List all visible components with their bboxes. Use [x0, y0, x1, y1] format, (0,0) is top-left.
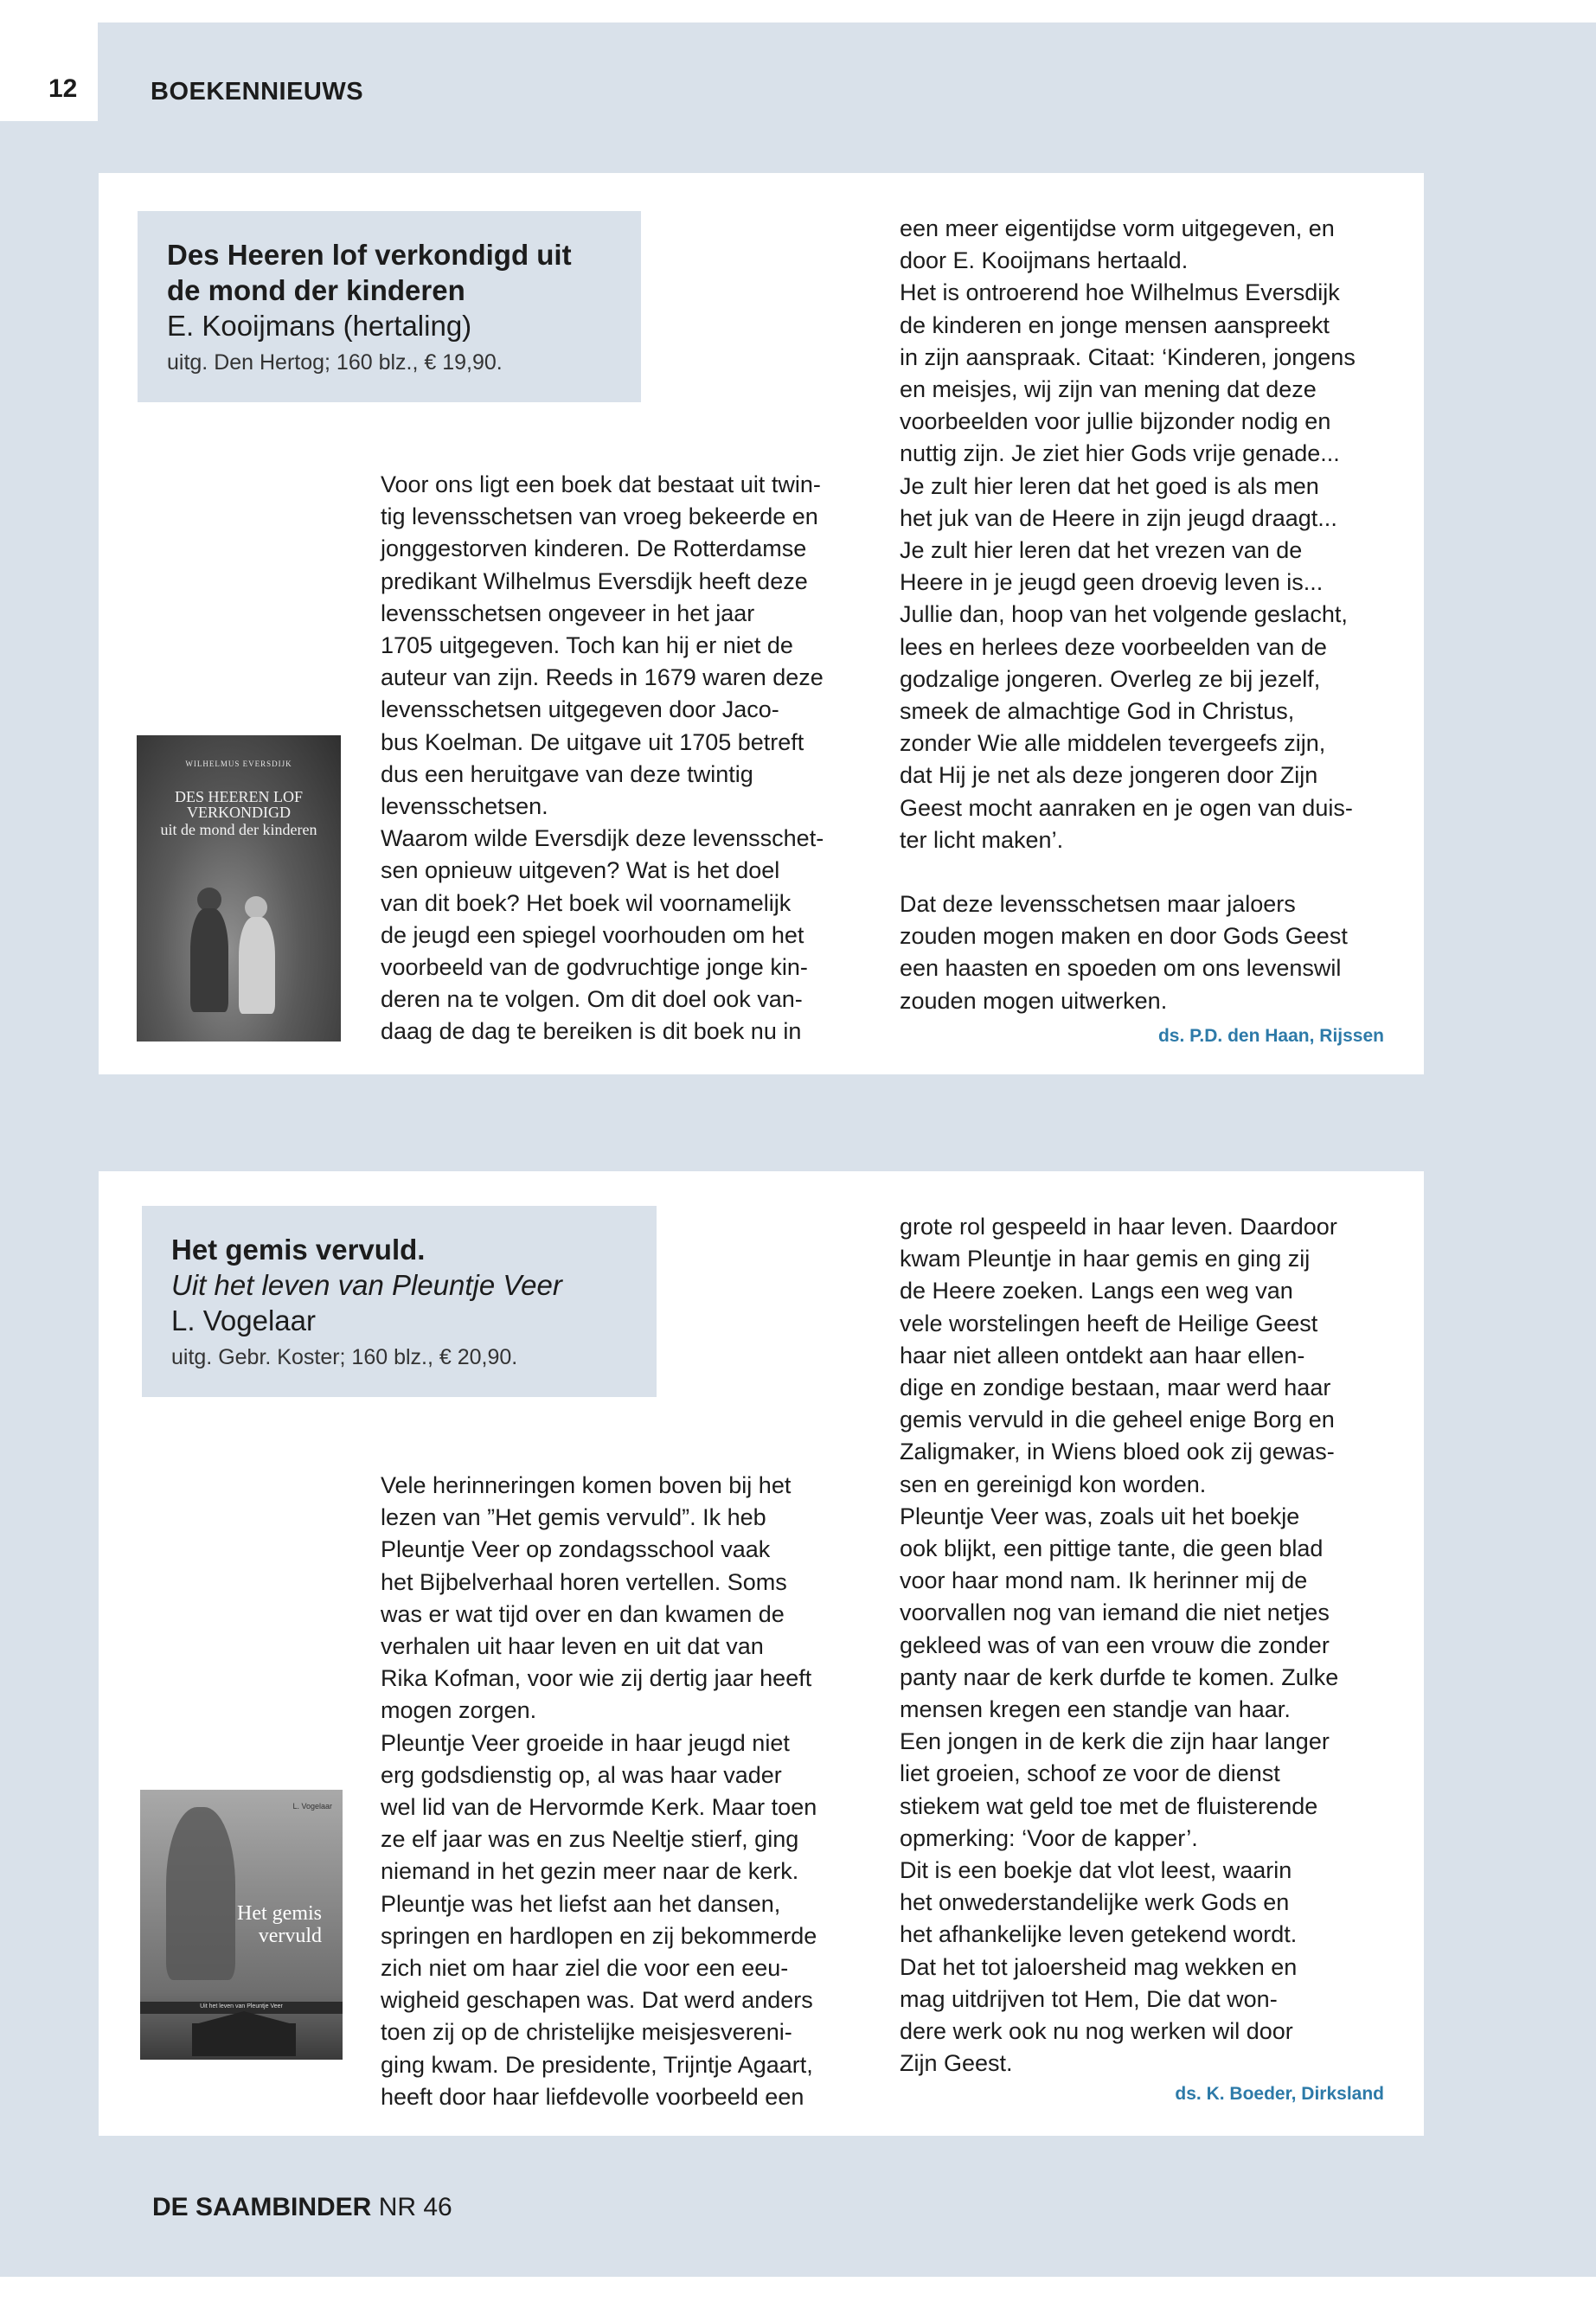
text-line: dus een heruitgave van deze twintig [381, 760, 753, 787]
text-line: Pleuntje Veer op zondagsschool vaak [381, 1536, 771, 1563]
text-line: de jeugd een spiegel voorhouden om het [381, 921, 804, 948]
text-line: tig levensschetsen van vroeg bekeerde en [381, 503, 818, 530]
review-signature: ds. P.D. den Haan, Rijssen [1157, 1026, 1384, 1046]
text-line: stiekem wat geld toe met de fluisterende [900, 1792, 1318, 1819]
child-silhouette [190, 908, 228, 1012]
footer [152, 2193, 452, 2222]
book-cover-image [140, 1790, 343, 2060]
text-line: auteur van zijn. Reeds in 1679 waren deze [381, 664, 824, 691]
text-line: zonder Wie alle middelen tevergeefs zijn, [900, 730, 1326, 757]
text-line: dige en zondige bestaan, maar werd haar [900, 1375, 1331, 1401]
text-line: wigheid geschapen was. Dat werd anders [381, 1987, 813, 2014]
book-title-line-2: de mond der kinderen [167, 274, 465, 306]
text-line: lees en herlees deze voorbeelden van de [900, 633, 1327, 660]
text-line: het onwederstandelijke werk Gods en [900, 1889, 1290, 1916]
text-line: Zijn Geest. [900, 2050, 1013, 2077]
cover-strip-text: Uit het leven van Pleuntje Veer [200, 2003, 283, 2009]
text-line: Het is ontroerend hoe Wilhelmus Eversdijk [900, 279, 1340, 306]
book-author: E. Kooijmans (hertaling) [167, 310, 472, 342]
review-column-right [900, 213, 1401, 1017]
text-line: Zaligmaker, in Wiens bloed ook zij gewas- [900, 1439, 1335, 1465]
review-card-1 [99, 173, 1424, 1074]
text-line: 1705 uitgegeven. Toch kan hij er niet de [381, 632, 793, 659]
text-line: Dat het tot jaloersheid mag wekken en [900, 1953, 1298, 1980]
text-line: lezen van ”Het gemis vervuld”. Ik heb [381, 1504, 766, 1531]
text-line: Geest mocht aanraken en je ogen van duis- [900, 794, 1353, 821]
cover-title: DES HEEREN LOF VERKONDIGD [175, 788, 303, 821]
text-line: zich niet om haar ziel die voor een eeu- [381, 1955, 789, 1982]
text-line: voorbeelden voor jullie bijzonder nodig en [900, 408, 1331, 435]
text-line: Je zult hier leren dat het vrezen van de [900, 537, 1303, 564]
book-publication: uitg. Gebr. Koster; 160 blz., € 20,90. [171, 1345, 518, 1369]
cover-author: L. Vogelaar [292, 1802, 332, 1811]
review-card-2 [99, 1171, 1424, 2136]
top-band [0, 0, 1596, 22]
cover-subtitle: uit de mond der kinderen [160, 821, 317, 838]
text-line: nuttig zijn. Je ziet hier Gods vrije genade... [900, 440, 1340, 467]
text-line: Dit is een boekje dat vlot leest, waarin [900, 1857, 1292, 1884]
text-line: ze elf jaar was en zus Neeltje stierf, ging [381, 1826, 799, 1853]
text-line: van dit boek? Het boek wil voornamelijk [381, 889, 792, 916]
text-line: voorvallen nog van iemand die niet netjes [900, 1599, 1330, 1626]
text-line: haar niet alleen ontdekt aan haar ellen- [900, 1342, 1305, 1368]
review-title-box [142, 1206, 657, 1397]
text-line: bus Koelman. De uitgave uit 1705 betreft [381, 728, 804, 755]
review-column-right [900, 1211, 1401, 2080]
text-line: deren na te volgen. Om dit doel ook van- [381, 986, 803, 1013]
text-line: ook blijkt, een pittige tante, die geen blad [900, 1535, 1324, 1562]
footer-issue: NR 46 [378, 2193, 452, 2221]
text-line: sen opnieuw uitgeven? Wat is het doel [381, 857, 780, 884]
text-line: erg godsdienstig op, al was haar vader [381, 1761, 782, 1788]
review-column-left [381, 469, 884, 1048]
text-line: toen zij op de christelijke meisjesvereni- [381, 2019, 792, 2046]
text-line: gekleed was of van een vrouw die zonder [900, 1631, 1330, 1658]
text-line: levensschetsen ongeveer in het jaar [381, 599, 755, 626]
text-line: zouden mogen maken en door Gods Geest [900, 923, 1348, 950]
footer-magazine: DE SAAMBINDER [152, 2193, 372, 2221]
text-line: predikant Wilhelmus Eversdijk heeft deze [381, 567, 808, 594]
text-line: daag de dag te bereiken is dit boek nu in [381, 1018, 802, 1045]
text-line: in zijn aanspraak. Citaat: ‘Kinderen, jongens [900, 343, 1356, 370]
text-line: vele worstelingen heeft de Heilige Geest [900, 1310, 1318, 1336]
text-line: voor haar mond nam. Ik herinner mij de [900, 1567, 1308, 1594]
text-line: Voor ons ligt een boek dat bestaat uit twin- [381, 471, 821, 497]
text-line: Vele herinneringen komen boven bij het [381, 1472, 792, 1498]
text-line: Waarom wilde Eversdijk deze levensschet- [381, 825, 824, 852]
text-line: heeft door haar liefdevolle voorbeeld een [381, 2083, 804, 2110]
text-line: levensschetsen. [381, 793, 548, 820]
book-subtitle: Uit het leven van Pleuntje Veer [171, 1269, 562, 1301]
text-line: liet groeien, schoof ze voor de dienst [900, 1760, 1280, 1787]
text-line: een haasten en spoeden om ons levenswil [900, 955, 1342, 982]
text-line: dat Hij je net als deze jongeren door Zijn [900, 762, 1318, 789]
text-line: de kinderen en jonge mensen aanspreekt [900, 311, 1330, 338]
text-line: Dat deze levensschetsen maar jaloers [900, 891, 1296, 918]
text-line: sen en gereinigd kon worden. [900, 1471, 1207, 1497]
text-line: Pleuntje Veer was, zoals uit het boekje [900, 1503, 1300, 1529]
book-author: L. Vogelaar [171, 1304, 316, 1336]
text-line: zouden mogen uitwerken. [900, 987, 1168, 1014]
text-line: voorbeeld van de godvruchtige jonge kin- [381, 954, 808, 981]
cover-author: WILHELMUS EVERSDIJK [185, 760, 292, 768]
text-line: Rika Kofman, voor wie zij dertig jaar heeft [381, 1665, 812, 1692]
review-signature: ds. K. Boeder, Dirksland [1175, 2084, 1384, 2104]
book-cover-image [137, 735, 341, 1042]
text-line: was er wat tijd over en dan kwamen de [381, 1600, 785, 1627]
text-line: kwam Pleuntje in haar gemis en ging zij [900, 1246, 1311, 1272]
cover-title [140, 1902, 343, 1947]
cover-title-line-2: vervuld [258, 1925, 322, 1947]
text-line: ter licht maken’. [900, 826, 1064, 853]
text-line: de Heere zoeken. Langs een weg van [900, 1278, 1293, 1304]
woman-silhouette [166, 1807, 235, 1980]
book-title-line-1: Des Heeren lof verkondigd uit [167, 239, 572, 271]
text-line: mogen zorgen. [381, 1697, 537, 1724]
text-line: ging kwam. De presidente, Trijntje Agaart, [381, 2051, 813, 2078]
book-title: Het gemis vervuld. [171, 1234, 426, 1266]
text-line: het juk van de Heere in zijn jeugd draagt... [900, 504, 1337, 531]
text-line: niemand in het gezin meer naar de kerk. [381, 1858, 799, 1885]
text-line: Heere in je jeugd geen droevig leven is... [900, 569, 1324, 596]
text-line: het afhankelijke leven getekend wordt. [900, 1921, 1298, 1948]
text-line: godzalige jongeren. Overleg ze bij jezelf, [900, 665, 1321, 692]
text-line: opmerking: ‘Voor de kapper’. [900, 1824, 1198, 1851]
text-line: levensschetsen uitgegeven door Jaco- [381, 696, 779, 723]
text-line: Je zult hier leren dat het goed is als men [900, 472, 1319, 499]
text-line: mensen kregen een standje van haar. [900, 1696, 1291, 1723]
text-line: een meer eigentijdse vorm uitgegeven, en [900, 215, 1335, 241]
text-line: Pleuntje Veer groeide in haar jeugd niet [381, 1729, 790, 1756]
text-line: wel lid van de Hervormde Kerk. Maar toen [381, 1794, 817, 1821]
text-line: Pleuntje was het liefst aan het dansen, [381, 1890, 781, 1917]
text-line: dere werk ook nu nog werken wil door [900, 2018, 1293, 2045]
cover-title-line-1: Het gemis [237, 1902, 322, 1925]
text-line: verhalen uit haar leven en uit dat van [381, 1633, 764, 1660]
book-publication: uitg. Den Hertog; 160 blz., € 19,90. [167, 350, 503, 375]
page-number: 12 [48, 74, 78, 103]
text-line: het Bijbelverhaal horen vertellen. Soms [381, 1568, 787, 1595]
text-line: jonggestorven kinderen. De Rotterdamse [381, 535, 807, 562]
child-silhouette-head [245, 896, 267, 919]
text-line: mag uitdrijven tot Hem, Die dat won- [900, 1985, 1278, 2012]
bottom-band [0, 2277, 1596, 2301]
review-title-box [138, 211, 641, 402]
child-silhouette [239, 917, 275, 1014]
text-line: door E. Kooijmans hertaald. [900, 247, 1189, 274]
section-header: BOEKENNIEUWS [151, 78, 364, 106]
text-line: gemis vervuld in die geheel enige Borg en [900, 1407, 1335, 1433]
text-line: en meisjes, wij zijn van mening dat deze [900, 376, 1317, 403]
text-line: Jullie dan, hoop van het volgende geslacht, [900, 601, 1348, 628]
review-column-left [381, 1470, 884, 2113]
text-line: springen en hardlopen en zij bekommerde [381, 1922, 817, 1949]
text-line: panty naar de kerk durfde te komen. Zulke [900, 1663, 1339, 1690]
text-line: grote rol gespeeld in haar leven. Daardoor [900, 1214, 1337, 1240]
text-line: smeek de almachtige God in Christus, [900, 698, 1295, 725]
house-image [192, 2023, 296, 2056]
text-line: Een jongen in de kerk die zijn haar langer [900, 1728, 1330, 1755]
